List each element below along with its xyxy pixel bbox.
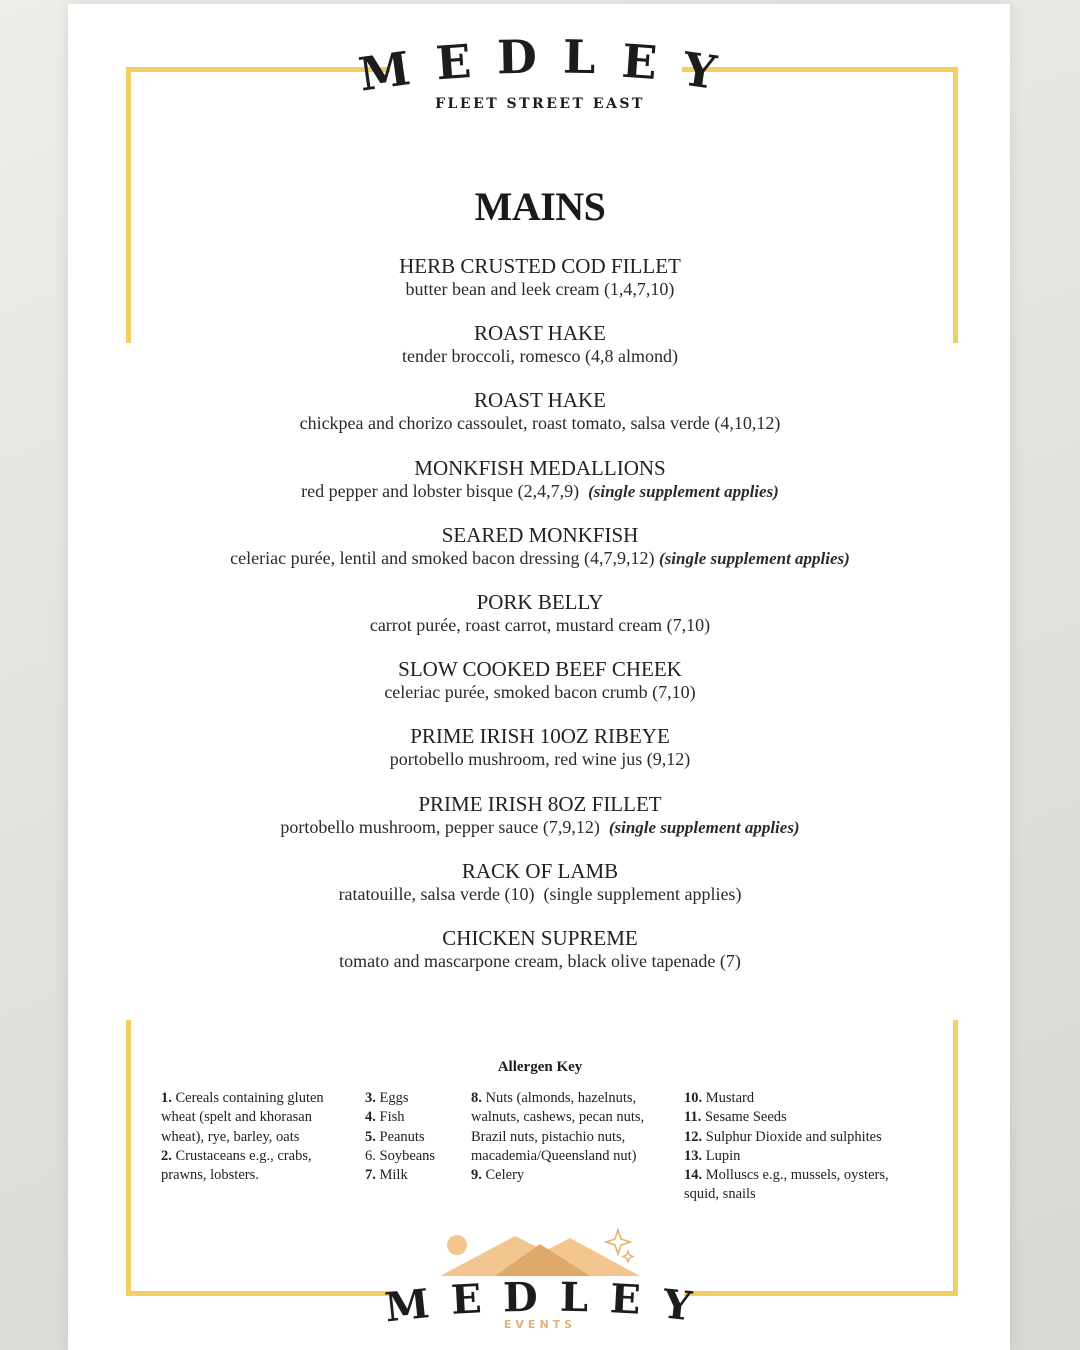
dish-description: tender broccoli, romesco (4,8 almond) (402, 346, 678, 367)
dish-description: portobello mushroom, pepper sauce (7,9,12) (single supplement applies) (280, 816, 800, 837)
dish-name: PRIME IRISH 10OZ RIBEYE (410, 724, 670, 749)
supplement-note: (single supplement applies) (659, 548, 850, 568)
menu-list (0, 254, 1080, 993)
dish-description: celeriac purée, smoked bacon crumb (7,10) (384, 682, 696, 703)
dish-description: celeriac purée, lentil and smoked bacon dressing (4,7,9,12) (single supplement applies) (230, 547, 850, 568)
brand-subtitle: FLEET STREET EAST (435, 96, 645, 112)
allergen-line: wheat (spelt and khorasan (161, 1109, 312, 1126)
menu-item (0, 388, 1080, 455)
allergen-column-1 (161, 1089, 361, 1185)
menu-item (0, 321, 1080, 388)
menu-item (0, 926, 1080, 993)
menu-item (0, 523, 1080, 590)
footer-brand-text: M E D L E Y (382, 1273, 698, 1332)
dish-name: HERB CRUSTED COD FILLET (399, 254, 681, 278)
menu-item (0, 724, 1080, 791)
allergen-key-title: Allergen Key (497, 1059, 583, 1075)
menu-item (0, 456, 1080, 523)
allergen-line: 6. Soybeans (365, 1147, 436, 1164)
allergen-line: walnuts, cashews, pecan nuts, (471, 1109, 645, 1126)
allergen-line: prawns, lobsters. (161, 1167, 259, 1184)
allergen-line: 12. Sulphur Dioxide and sulphites (684, 1128, 882, 1145)
menu-item (0, 792, 1080, 859)
allergen-column-2 (365, 1089, 465, 1185)
dish-description: carrot purée, roast carrot, mustard cream (7,10) (369, 614, 711, 635)
allergen-line: 3. Eggs (365, 1090, 409, 1106)
menu-item (0, 254, 1080, 321)
sparkle-icon (606, 1230, 630, 1254)
allergen-line: 2. Crustaceans e.g., crabs, (161, 1147, 312, 1164)
allergen-line: Brazil nuts, pistachio nuts, (471, 1128, 626, 1145)
dish-description: ratatouille, salsa verde (10) (single supplement applies) (338, 883, 742, 904)
supplement-note: (single supplement applies) (608, 817, 800, 837)
dish-name: SEARED MONKFISH (441, 522, 639, 547)
dish-description: tomato and mascarpone cream, black olive tapenade (7) (339, 950, 741, 971)
supplement-note: (single supplement applies) (588, 481, 779, 501)
dish-name: ROAST HAKE (473, 321, 607, 346)
allergen-column-4 (684, 1089, 944, 1205)
allergen-line: 5. Peanuts (365, 1128, 425, 1145)
dish-name: PORK BELLY (476, 589, 604, 614)
dish-description: portobello mushroom, red wine jus (9,12) (389, 749, 691, 770)
brand-logo-text: M E D L E Y (355, 29, 725, 102)
dish-description: butter bean and leek cream (1,4,7,10) (405, 279, 675, 299)
dish-description: red pepper and lobster bisque (2,4,7,9) (single supplement applies) (301, 480, 779, 501)
menu-item (0, 590, 1080, 657)
allergen-line: 11. Sesame Seeds (684, 1109, 787, 1126)
dish-name: RACK OF LAMB (461, 858, 619, 883)
allergen-line: 14. Molluscs e.g., mussels, oysters, (684, 1167, 889, 1184)
allergen-line: 8. Nuts (almonds, hazelnuts, (471, 1090, 637, 1106)
menu-item (0, 657, 1080, 724)
footer-brand-subtitle: EVENTS (503, 1318, 577, 1331)
allergen-line: 13. Lupin (684, 1147, 741, 1164)
allergen-line: 9. Celery (471, 1167, 525, 1184)
allergen-line: 1. Cereals containing gluten (161, 1090, 324, 1106)
allergen-line: squid, snails (684, 1186, 756, 1203)
sparkle-small-icon (623, 1251, 633, 1262)
dish-name: MONKFISH MEDALLIONS (414, 455, 666, 480)
allergen-line: 7. Milk (365, 1167, 408, 1184)
allergen-column-3 (471, 1089, 681, 1185)
allergen-line: macademia/Queensland nut) (471, 1147, 637, 1164)
dish-name: SLOW COOKED BEEF CHEEK (398, 657, 682, 682)
allergen-line: wheat), rye, barley, oats (161, 1128, 300, 1145)
section-title: MAINS (474, 184, 606, 229)
dish-name: ROAST HAKE (473, 388, 607, 413)
allergen-line: 4. Fish (365, 1109, 405, 1126)
dish-name: PRIME IRISH 8OZ FILLET (418, 791, 662, 816)
dish-description: chickpea and chorizo cassoulet, roast tomato, salsa verde (4,10,12) (299, 413, 781, 434)
allergen-line: 10. Mustard (684, 1090, 755, 1106)
menu-item (0, 859, 1080, 926)
dish-name: CHICKEN SUPREME (442, 925, 638, 950)
sun-icon (447, 1235, 467, 1255)
